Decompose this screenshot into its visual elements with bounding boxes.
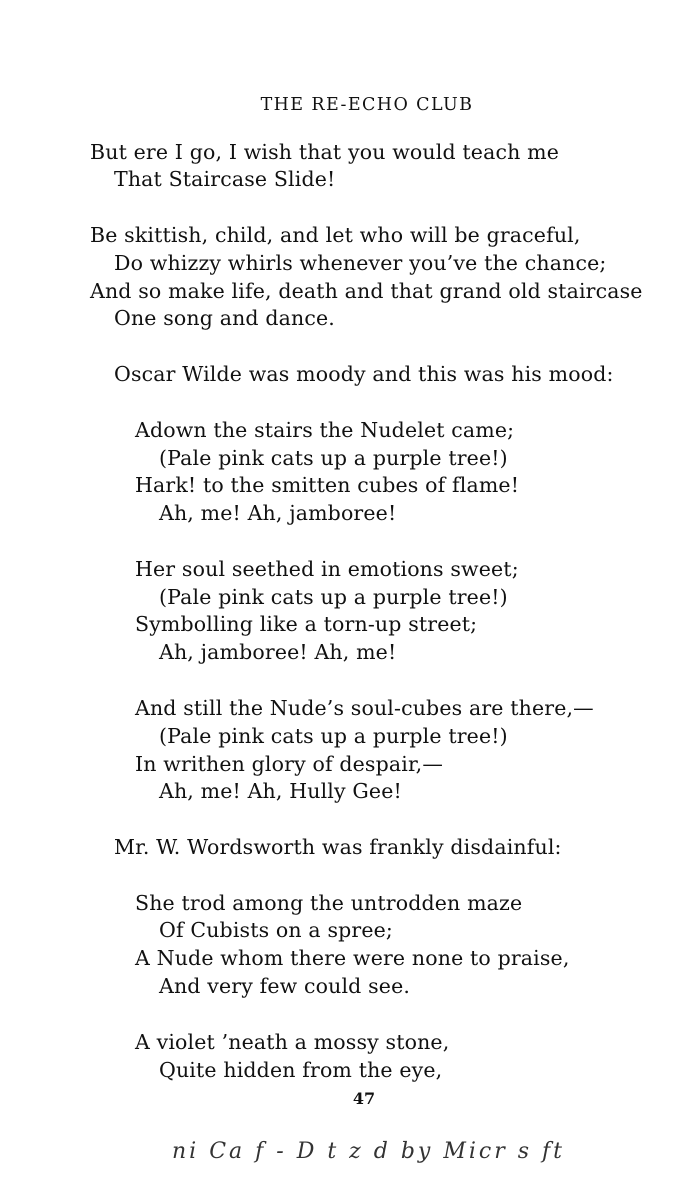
text-line: Ah, me! Ah, Hully Gee! bbox=[159, 779, 402, 803]
text-line: Ah, jamboree! Ah, me! bbox=[159, 640, 397, 664]
text-line: Be skittish, child, and let who will be graceful, bbox=[90, 223, 581, 247]
text-line: Oscar Wilde was moody and this was his mood: bbox=[114, 362, 614, 386]
text-line: Ah, me! Ah, jamboree! bbox=[159, 501, 397, 525]
running-head: THE RE-ECHO CLUB bbox=[260, 95, 474, 115]
text-line: (Pale pink cats up a purple tree!) bbox=[159, 446, 508, 470]
text-line: And still the Nude’s soul-cubes are there,— bbox=[135, 696, 594, 720]
text-line: Do whizzy whirls whenever you’ve the chance; bbox=[114, 251, 607, 275]
text-line: One song and dance. bbox=[114, 306, 335, 330]
page-number: 47 bbox=[352, 1089, 376, 1108]
text-line: In writhen glory of despair,— bbox=[135, 752, 443, 776]
text-line: (Pale pink cats up a purple tree!) bbox=[159, 585, 508, 609]
text-line: (Pale pink cats up a purple tree!) bbox=[159, 724, 508, 748]
text-line: She trod among the untrodden maze bbox=[135, 891, 523, 915]
text-line: A Nude whom there were none to praise, bbox=[135, 946, 570, 970]
text-line: A violet ’neath a mossy stone, bbox=[135, 1030, 450, 1054]
digitization-watermark: ni Ca f - D t z d by Micr s ft bbox=[172, 1139, 565, 1164]
text-line: Hark! to the smitten cubes of flame! bbox=[135, 473, 520, 497]
text-line: And so make life, death and that grand old staircase bbox=[90, 279, 643, 303]
text-line: Of Cubists on a spree; bbox=[159, 918, 393, 942]
text-line: Adown the stairs the Nudelet came; bbox=[135, 418, 515, 442]
text-line: Mr. W. Wordsworth was frankly disdainful: bbox=[114, 835, 562, 859]
text-line: That Staircase Slide! bbox=[114, 167, 336, 191]
text-line: But ere I go, I wish that you would teach me bbox=[90, 140, 559, 164]
text-line: Her soul seethed in emotions sweet; bbox=[135, 557, 519, 581]
text-line: And very few could see. bbox=[159, 974, 411, 998]
text-line: Quite hidden from the eye, bbox=[159, 1058, 443, 1082]
text-line: Symbolling like a torn-up street; bbox=[135, 612, 478, 636]
